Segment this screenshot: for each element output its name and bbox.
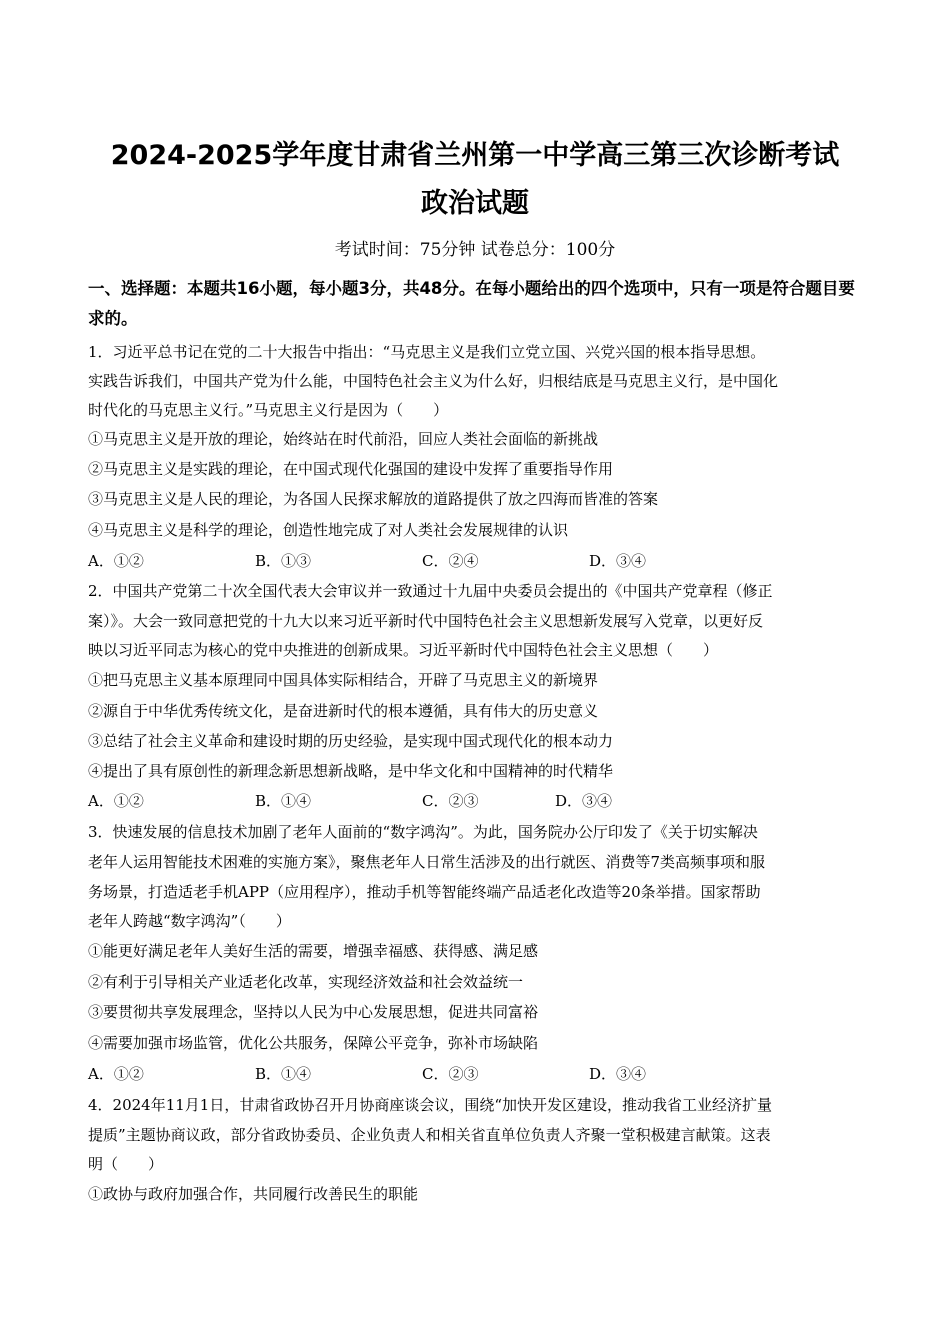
q1-option-b: B．①③	[255, 552, 312, 570]
q3-stem-line: 老年人运用智能技术困难的实施方案》，聚焦老年人日常生活涉及的出行就医、消费等7类高频事项和服	[88, 853, 766, 871]
q4-stem-line: 提质”主题协商议政，部分省政协委员、企业负责人和相关省直单位负责人齐聚一堂积极建言献策。这表	[88, 1126, 771, 1144]
q2-option-a: A．①②	[88, 792, 144, 810]
q3-statement: ④需要加强市场监管，优化公共服务，保障公平竞争，弥补市场缺陷	[88, 1034, 539, 1052]
q3-stem-line: 老年人跨越“数字鸿沟”（ ）	[88, 912, 291, 930]
q4-stem-line: 明（ ）	[88, 1155, 164, 1173]
q3-option-b: B．①④	[255, 1065, 312, 1083]
q3-statement: ①能更好满足老年人美好生活的需要，增强幸福感、获得感、满足感	[88, 942, 539, 960]
q3-stem-line: 务场景，打造适老手机APP（应用程序），推动手机等智能终端产品适老化改造等20条举措。国家帮助	[88, 883, 761, 901]
q2-statement: ③总结了社会主义革命和建设时期的历史经验，是实现中国式现代化的根本动力	[88, 732, 614, 750]
q1-option-d: D．③④	[589, 552, 647, 570]
q1-option-c: C．②④	[422, 552, 479, 570]
q1-statement: ④马克思主义是科学的理论，创造性地完成了对人类社会发展规律的认识	[88, 521, 569, 539]
q2-option-d: D．③④	[555, 792, 613, 810]
exam-title: 2024-2025学年度甘肃省兰州第一中学高三第三次诊断考试	[110, 140, 840, 171]
q2-stem-line: 2．中国共产党第二十次全国代表大会审议并一致通过十九届中央委员会提出的《中国共产党章程（修正	[88, 582, 773, 600]
q3-statement: ③要贯彻共享发展理念，坚持以人民为中心发展思想，促进共同富裕	[88, 1003, 539, 1021]
q2-statement: ②源自于中华优秀传统文化，是奋进新时代的根本遵循，具有伟大的历史意义	[88, 702, 599, 720]
q1-option-a: A．①②	[88, 552, 144, 570]
q3-option-c: C．②③	[422, 1065, 479, 1083]
q3-option-d: D．③④	[589, 1065, 647, 1083]
q1-stem-line: 时代化的马克思主义行。”马克思主义行是因为（ ）	[88, 401, 449, 419]
q3-option-a: A．①②	[88, 1065, 144, 1083]
exam-time-and-score: 考试时间：75分钟 试卷总分：100分	[334, 240, 616, 260]
exam-subject-title: 政治试题	[421, 188, 529, 219]
q1-statement: ③马克思主义是人民的理论，为各国人民探求解放的道路提供了放之四海而皆准的答案	[88, 490, 659, 508]
q1-statement: ①马克思主义是开放的理论，始终站在时代前沿，回应人类社会面临的新挑战	[88, 430, 599, 448]
q2-statement: ①把马克思主义基本原理同中国具体实际相结合，开辟了马克思主义的新境界	[88, 671, 599, 689]
q4-stem-line: 4．2024年11月1日，甘肃省政协召开月协商座谈会议，围绕“加快开发区建设，推动我省工业经济扩量	[88, 1096, 773, 1114]
q2-option-c: C．②③	[422, 792, 479, 810]
q2-option-b: B．①④	[255, 792, 312, 810]
q2-stem-line: 案）》。大会一致同意把党的十九大以来习近平新时代中国特色社会主义思想新发展写入党章，以更好反	[88, 612, 764, 630]
q4-statement: ①政协与政府加强合作，共同履行改善民生的职能	[88, 1185, 419, 1203]
section-heading: 一、选择题：本题共16小题，每小题3分，共48分。在每小题给出的四个选项中，只有一项是符合题目要求的。	[88, 279, 855, 328]
q2-stem-line: 映以习近平同志为核心的党中央推进的创新成果。习近平新时代中国特色社会主义思想（ ）	[88, 641, 719, 659]
q1-stem-line: 1．习近平总书记在党的二十大报告中指出：“马克思主义是我们立党立国、兴党兴国的根本指导思想。	[88, 343, 766, 361]
q2-statement: ④提出了具有原创性的新理念新思想新战略，是中华文化和中国精神的时代精华	[88, 762, 614, 780]
q3-statement: ②有利于引导相关产业适老化改革，实现经济效益和社会效益统一	[88, 973, 524, 991]
q1-stem-line: 实践告诉我们，中国共产党为什么能，中国特色社会主义为什么好，归根结底是马克思主义行，是中国化	[88, 372, 779, 390]
q3-stem-line: 3．快速发展的信息技术加剧了老年人面前的“数字鸿沟”。为此，国务院办公厅印发了《关于切实解决	[88, 823, 758, 841]
q1-statement: ②马克思主义是实践的理论，在中国式现代化强国的建设中发挥了重要指导作用	[88, 460, 614, 478]
